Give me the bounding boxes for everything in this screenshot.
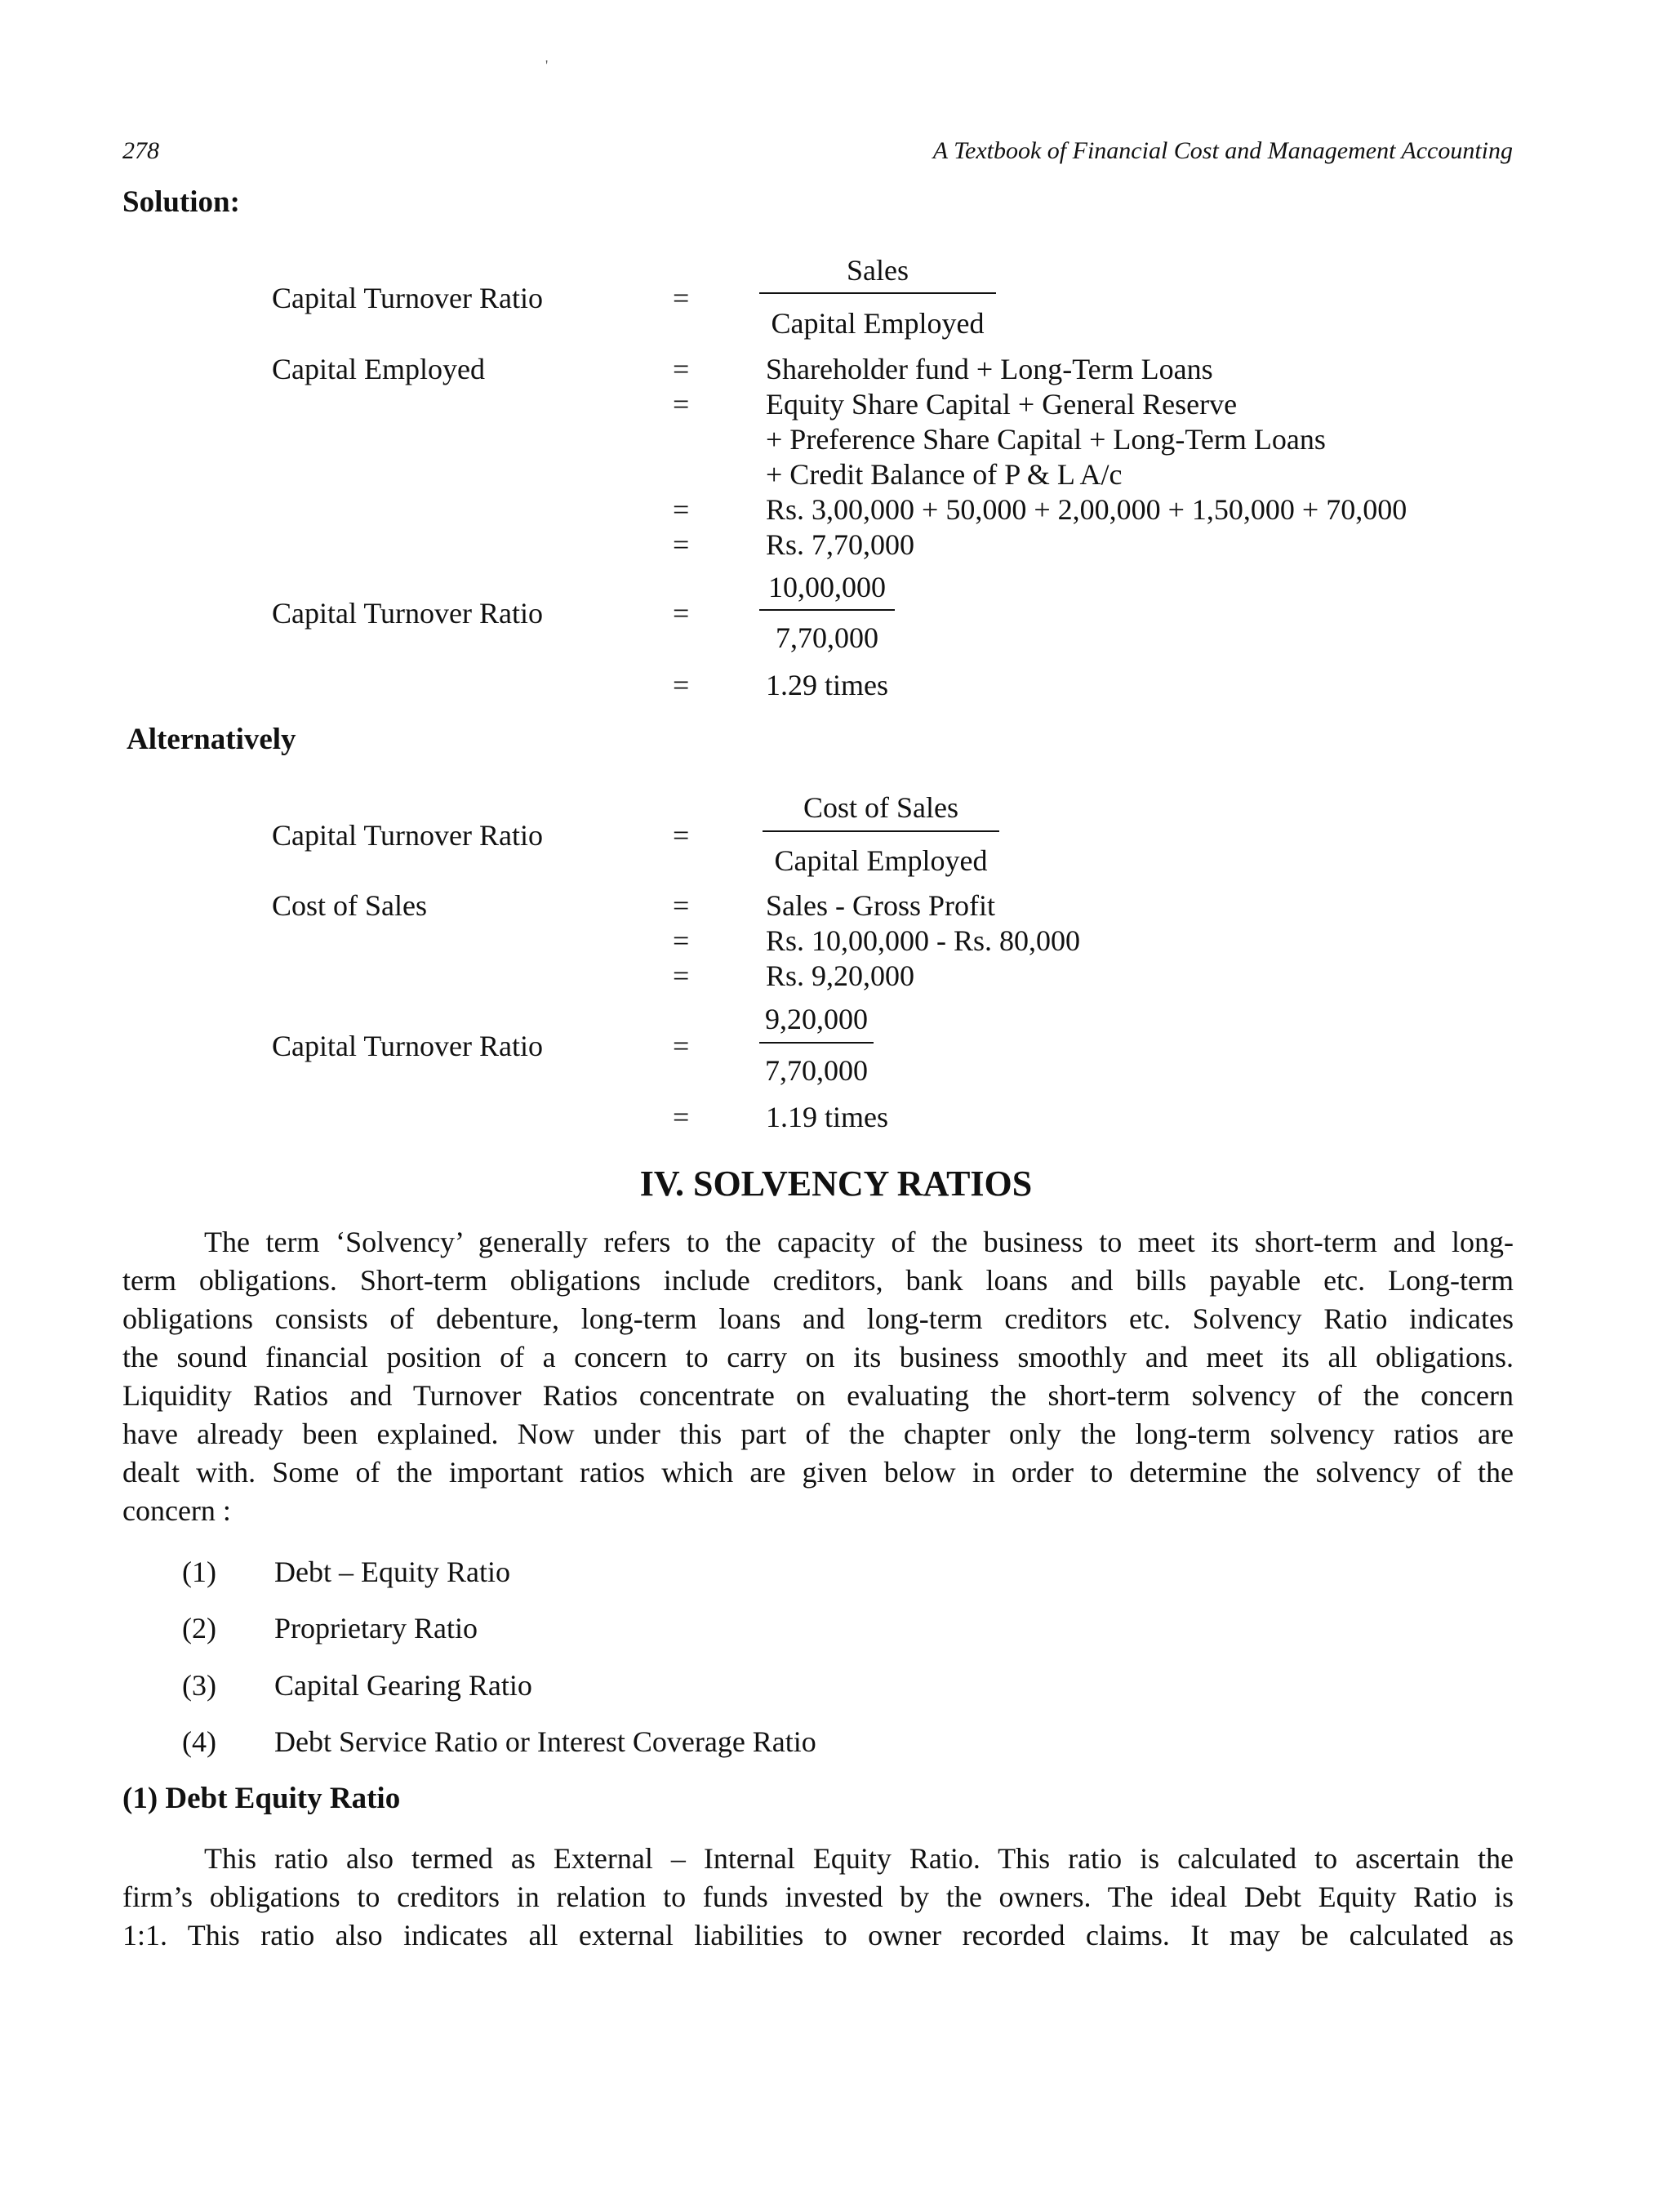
cos-line-3: Rs. 9,20,000 [766,959,915,992]
fraction-denominator: Capital Employed [774,844,988,877]
paragraph-line: concern : [122,1494,231,1527]
cos-line-2: Rs. 10,00,000 - Rs. 80,000 [766,924,1081,957]
ctr-label-2: Capital Turnover Ratio [272,597,543,630]
list-number: (4) [182,1725,216,1758]
fraction-bar [759,292,996,294]
ce-line-5: Rs. 3,00,000 + 50,000 + 2,00,000 + 1,50,000 + 70,000 [766,493,1407,526]
equals-sign: = [673,924,690,957]
cost-of-sales-label: Cost of Sales [272,889,428,922]
list-number: (2) [182,1612,216,1645]
paragraph-line: obligations consists of debenture, long-term loans and long-term creditors etc. Solvency Ratio indicates [122,1302,1514,1335]
alternatively-heading: Alternatively [127,723,296,756]
page-number: 278 [122,137,159,164]
paragraph-line: dealt with. Some of the important ratios which are given below in order to determine the solvency of the [122,1456,1514,1489]
capital-employed-label: Capital Employed [272,353,485,385]
list-item-text: Proprietary Ratio [274,1612,478,1645]
fraction-denominator: 7,70,000 [776,621,878,654]
fraction-bar [759,609,895,611]
paragraph-line: have already been explained. Now under this part of the chapter only the long-term solvency ratios are [122,1418,1514,1450]
equals-sign: = [673,889,690,922]
equals-sign: = [673,1101,690,1133]
equals-sign: = [673,493,690,526]
ce-line-2: Equity Share Capital + General Reserve [766,388,1238,421]
list-item-text: Debt Service Ratio or Interest Coverage Ratio [274,1725,816,1758]
equals-sign: = [673,282,690,314]
equals-sign: = [673,819,690,852]
debt-equity-paragraph [122,1840,1514,1955]
equals-sign: = [673,1030,690,1062]
paragraph-line: the sound financial position of a concern to carry on its business smoothly and meet its all obligations. [122,1341,1514,1373]
fraction-numerator: 10,00,000 [768,571,886,603]
ce-line-1: Shareholder fund + Long-Term Loans [766,353,1213,385]
fraction-bar [763,830,999,832]
paragraph-line: Liquidity Ratios and Turnover Ratios concentrate on evaluating the short-term solvency of the concern [122,1379,1514,1412]
fraction-denominator: 7,70,000 [765,1054,868,1087]
ctr-label-3: Capital Turnover Ratio [272,819,543,852]
result-2: 1.19 times [766,1101,888,1133]
ctr-label-4: Capital Turnover Ratio [272,1030,543,1062]
running-head: A Textbook of Financial Cost and Management Accounting [932,137,1513,164]
fraction-numerator: 9,20,000 [765,1003,868,1035]
paragraph-line: This ratio also termed as External – Internal Equity Ratio. This ratio is calculated to ascertain the [204,1842,1514,1875]
list-number: (1) [182,1556,216,1588]
paragraph-line: 1:1. This ratio also indicates all external liabilities to owner recorded claims. It may be calculated as [122,1919,1514,1952]
cos-line-1: Sales - Gross Profit [766,889,995,922]
equals-sign: = [673,597,690,630]
equals-sign: = [673,528,690,561]
fraction-numerator: Sales [847,254,909,287]
equals-sign: = [673,353,690,385]
solution-heading: Solution: [122,185,240,219]
ctr-label-1: Capital Turnover Ratio [272,282,543,314]
ce-line-6: Rs. 7,70,000 [766,528,915,561]
fraction-denominator: Capital Employed [771,307,985,340]
ce-line-4: + Credit Balance of P & L A/c [766,458,1123,491]
section-title: IV. SOLVENCY RATIOS [639,1164,1033,1204]
fraction-numerator: Cost of Sales [803,791,958,824]
paragraph-line: term obligations. Short-term obligations include creditors, bank loans and bills payable etc. Long-term [122,1264,1514,1297]
paragraph-line: The term ‘Solvency’ generally refers to the capacity of the business to meet its short-term and long- [204,1226,1514,1258]
ce-line-3: + Preference Share Capital + Long-Term Loans [766,423,1326,456]
fraction-bar [759,1042,874,1044]
result-1: 1.29 times [766,669,888,701]
equals-sign: = [673,388,690,421]
list-number: (3) [182,1669,216,1702]
list-item-text: Capital Gearing Ratio [274,1669,532,1702]
stray-mark: ' [545,57,549,73]
solvency-paragraph [122,1223,1514,1530]
equals-sign: = [673,669,690,701]
paragraph-line: firm’s obligations to creditors in relation to funds invested by the owners. The ideal Debt Equity Ratio is [122,1880,1514,1913]
equals-sign: = [673,959,690,992]
debt-equity-heading: (1) Debt Equity Ratio [122,1782,401,1815]
list-item-text: Debt – Equity Ratio [274,1556,510,1588]
